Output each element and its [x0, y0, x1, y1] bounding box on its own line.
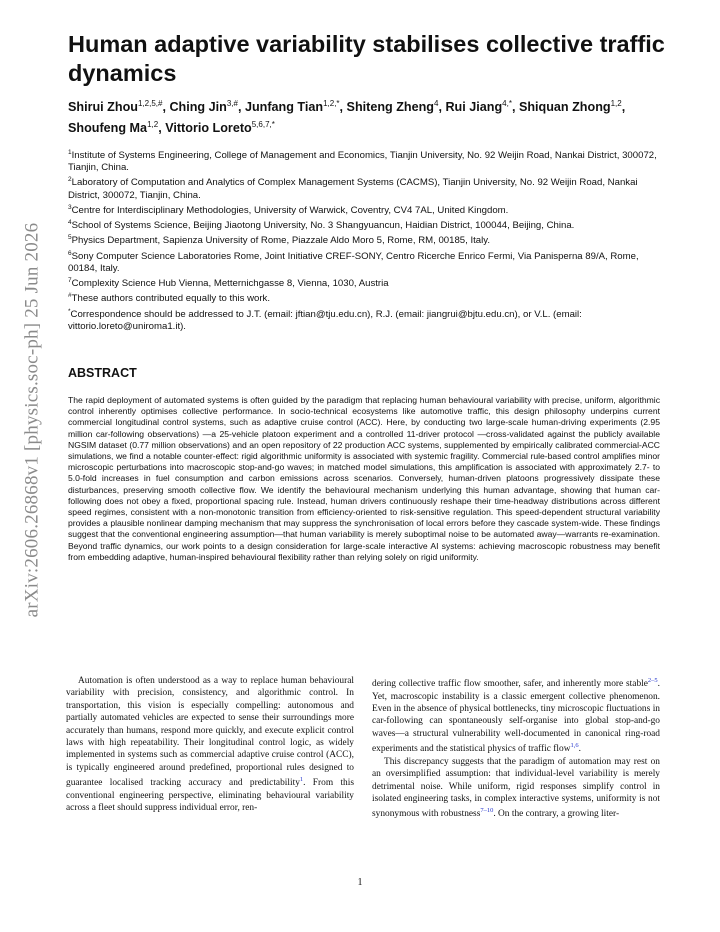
author-affiliation-marks: 3,# [226, 99, 238, 108]
author-affiliation-marks: 5,6,7,* [251, 120, 275, 130]
citation-link[interactable]: 1,6 [570, 742, 579, 750]
author: Ching Jin [169, 100, 227, 115]
author-affiliation-marks: 4,* [502, 99, 512, 108]
body-column-left [66, 675, 354, 815]
paper-title: Human adaptive variability stabilises collective traffic dynamics [68, 31, 665, 86]
author: Rui Jiang [445, 100, 503, 115]
affiliation-list [68, 147, 662, 333]
affiliation: $^1$Institute of Systems Engineering, College of Management and Economics, Tianjin University, No. 92 Weijin Road, Nankai District, 300072, Tianjin, China. [68, 149, 657, 174]
body-paragraph: This discrepancy suggests that the paradigm of automation may rest on an oversimplified assumption: that individual-level variability is merely detrimental noise. While uniform, rigid responses simplify control in isolated engineering tasks, in complex interactive systems, uniformity is not synonymous with robustness$^{7-10}$. On the contrary, a growing liter- [372, 756, 660, 820]
author: Shiteng Zheng [346, 100, 434, 115]
page-number: 1 [357, 877, 363, 888]
arxiv-sidebar-stamp [18, 210, 46, 630]
affiliation: $^2$Laboratory of Computation and Analytics of Complex Management Systems (CACMS), Tianjin University, No. 92 Weijin Road, Nankai District, 300072, Tianjin, China. [68, 176, 638, 201]
affiliation: $^3$Centre for Interdisciplinary Methodologies, University of Warwick, Coventry, CV4 7AL, United Kingdom. [68, 203, 509, 216]
arxiv-identifier: arXiv:2606.26868v1 [physics.soc-ph] 25 Jun 2026 [21, 222, 42, 618]
affiliation: $^7$Complexity Science Hub Vienna, Metternichgasse 8, Vienna, 1030, Austria [68, 276, 389, 290]
author: Shirui Zhou [68, 100, 138, 115]
affiliation: $^4$School of Systems Science, Beijing Jiaotong University, No. 3 Shangyuancun, Haidian District, 100044, Beijing, China. [68, 219, 575, 232]
abstract-heading: ABSTRACT [68, 366, 137, 380]
body-column-right [372, 675, 660, 821]
author-affiliation-marks: 1,2 [610, 99, 622, 108]
correspondence-note: *Correspondence should be addressed to J.T. (email: jftian@tju.edu.cn), R.J. (email: jiangrui@bjtu.edu.cn), or V.L. (email: vittorio.loreto@uniroma1.it). [68, 307, 582, 332]
author-list: Shirui Zhou$^{1,2,5,\#}$, Ching Jin$^{3,\#}$, Junfang Tian$^{1,2,*}$, Shiteng Zheng$^4$, Rui Jiang$^{4,*}$, Shiquan Zhong$^{1,2}$, Shoufeng Ma$^{1,2}$, Vittorio Loreto$^{5,6,7,*}$ [68, 99, 626, 136]
body-paragraph: dering collective traffic flow smoother, safer, and inherently more stable$^{2-5}$. Yet, macroscopic instability is a classic emergent collective phenomenon. Even in the absence of physical bottlenecks, tiny microscopic fluctuations in car-following can spontaneously self-organise into global stop-and-go waves—a structural vulnerability well-documented in canonical ring-road experiments and the statistical physics of traffic flow$^{1,6}$. [372, 677, 660, 755]
citation-link[interactable]: 7–10 [480, 807, 494, 815]
author: Shoufeng Ma [68, 121, 148, 136]
equal-contribution-note: #These authors contributed equally to this work. [68, 292, 271, 305]
author: Vittorio Loreto [165, 121, 252, 136]
body-paragraph: Automation is often understood as a way to replace human behavioural variability with precision, consistency, and algorithmic control. In transportation, this vision is especially compelling: autonomous and partially automated vehicles are expected to sense their surroundings more accurately than humans, respond more quickly, and execute explicit control laws with high repeatability. Their longitudinal control logic, as widely implemented in systems such as commercial adaptive cruise control (ACC), is typically engineered around predefined, proportional rules designed to guarantee localised tracking accuracy and predictability$^1$. From this conventional engineering perspective, eliminating behavioural variability across a fleet should suppress individual error, ren- [66, 676, 354, 814]
citation-link[interactable]: 2–5 [647, 677, 658, 684]
author: Junfang Tian [244, 100, 324, 115]
citation-link[interactable]: 1 [299, 776, 304, 784]
abstract-text: The rapid deployment of automated systems is often guided by the paradigm that replacing human behavioural variability with precise, uniform, algorithmic control inherently optimises collective performance. In socio-technical ecosystems like automotive traffic, this design philosophy underpins current commercial longitudinal control systems, such as adaptive cruise control (ACC). Here, by conducting two large-scale human-driving experiments (2.95 million car-following observations) —a 25-vehicle platoon experiment and a controlled 11-driver protocol —cross-validated against the publicly available NGSIM dataset (0.77 million observations) and an open repository of 22 production ACC systems, supplemented by empirically calibrated commercial-ACC simulations, we find a notable counter-effect: rigid algorithmic uniformity is associated with systemic fragility. Commercial rule-based control amplifies minor microscopic perturbations into macroscopic stop-and-go waves; in matched model simulations, this amplification is associated with approximately 2.7- to 5.0-fold increases in fuel consumption and carbon emissions across scenarios. Conversely, human-driven platoons progressively dissipate these disturbances, preserving smooth collective flow. We identify the behavioural mechanism underlying this human advantage, showing that human car-following does not obey a fixed, proportional spacing rule. Instead, human drivers continuously reshape their time-headway distributions across different speed regimes, consistent with a non-monotonic transition from efficiency-oriented to risk-sensitive regulation. This speed-dependent structural variability provides a plausible nonlinear damping mechanism that may suppress the synchronisation of local errors before they cascade system-wide. These findings suggest that the conventional engineering assumption—that human variability is merely suboptimal noise to be automated away—warrants re-examination. Beyond traffic dynamics, our work points to a design consideration for large-scale interactive AI systems: achieving macroscopic robustness may benefit from embedding adaptive, human-inspired behavioural flexibility rather than relying solely on rigid uniformity. [68, 395, 660, 562]
author: Shiquan Zhong [518, 100, 611, 115]
author-affiliation-marks: 4 [434, 99, 439, 108]
author-affiliation-marks: 1,2,5,# [137, 99, 163, 108]
author-affiliation-marks: 1,2,* [323, 99, 340, 108]
affiliation: $^5$Physics Department, Sapienza University of Rome, Piazzale Aldo Moro 5, Rome, RM, 00185, Italy. [68, 234, 491, 247]
author-affiliation-marks: 1,2 [147, 120, 159, 130]
affiliation: $^6$Sony Computer Science Laboratories Rome, Joint Initiative CREF-SONY, Centro Ricerche Enrico Fermi, Via Panisperna 89/A, Rome, 00184, Italy. [68, 249, 639, 274]
